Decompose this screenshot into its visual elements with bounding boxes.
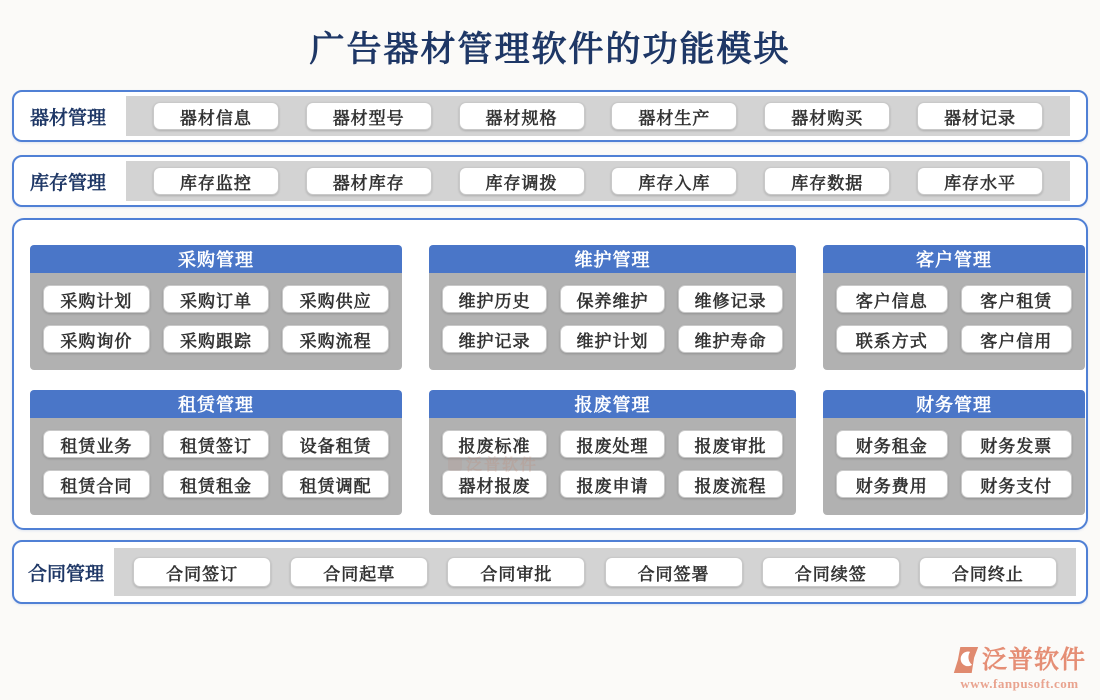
module-button[interactable]: 维护记录	[442, 325, 547, 353]
module-button[interactable]: 维护历史	[442, 285, 547, 313]
module-button[interactable]: 合同审批	[447, 557, 585, 587]
module-button[interactable]: 采购流程	[282, 325, 389, 353]
module-button[interactable]: 租赁合同	[43, 470, 150, 498]
panels-container	[12, 218, 1088, 530]
module-button[interactable]: 报废标准	[442, 430, 547, 458]
watermark-text: 泛普软件	[466, 457, 539, 474]
module-button[interactable]: 采购订单	[163, 285, 270, 313]
module-button[interactable]: 设备租赁	[282, 430, 389, 458]
panel-finance-body	[823, 418, 1085, 515]
module-button[interactable]: 维护计划	[560, 325, 665, 353]
module-button[interactable]: 客户租赁	[961, 285, 1073, 313]
panel-scrap-title: 报废管理	[429, 390, 796, 418]
panel-finance	[823, 390, 1085, 515]
module-button[interactable]: 报废处理	[560, 430, 665, 458]
panel-customer	[823, 245, 1085, 370]
inventory-row-strip	[126, 161, 1070, 201]
module-button[interactable]: 采购供应	[282, 285, 389, 313]
module-button[interactable]: 库存入库	[611, 167, 737, 195]
module-button[interactable]: 租赁业务	[43, 430, 150, 458]
module-button[interactable]: 库存水平	[917, 167, 1043, 195]
panel-rental	[30, 390, 402, 515]
module-button[interactable]: 器材记录	[917, 102, 1043, 130]
module-button[interactable]: 器材报废	[442, 470, 547, 498]
module-button[interactable]: 联系方式	[836, 325, 948, 353]
panel-finance-title: 财务管理	[823, 390, 1085, 418]
module-button[interactable]: 财务发票	[961, 430, 1073, 458]
module-button[interactable]: 采购询价	[43, 325, 150, 353]
brand-name: 泛普软件	[981, 646, 1086, 674]
panel-scrap	[429, 390, 796, 515]
module-button[interactable]: 维修记录	[678, 285, 783, 313]
equipment-row	[12, 90, 1088, 142]
module-button[interactable]: 器材库存	[306, 167, 432, 195]
module-button[interactable]: 客户信息	[836, 285, 948, 313]
page-title: 广告器材管理软件的功能模块	[309, 30, 791, 69]
module-button[interactable]: 合同签订	[133, 557, 271, 587]
module-button[interactable]: 器材规格	[459, 102, 585, 130]
panel-purchase-title: 采购管理	[30, 245, 402, 273]
footer-brand	[953, 646, 1086, 692]
module-button[interactable]: 采购计划	[43, 285, 150, 313]
module-button[interactable]: 合同签署	[605, 557, 743, 587]
inventory-row	[12, 155, 1088, 207]
panel-customer-title: 客户管理	[823, 245, 1085, 273]
module-button[interactable]: 库存调拨	[459, 167, 585, 195]
panel-rental-title: 租赁管理	[30, 390, 402, 418]
panel-maintenance	[429, 245, 796, 370]
panel-purchase-body	[30, 273, 402, 370]
panel-maintenance-body	[429, 273, 796, 370]
module-button[interactable]: 保养维护	[560, 285, 665, 313]
equipment-row-label: 器材管理	[30, 107, 107, 129]
module-button[interactable]: 报废流程	[678, 470, 783, 498]
module-button[interactable]: 财务租金	[836, 430, 948, 458]
contract-row-label: 合同管理	[28, 563, 105, 585]
module-button[interactable]: 客户信用	[961, 325, 1073, 353]
module-button[interactable]: 器材生产	[611, 102, 737, 130]
inventory-row-label: 库存管理	[30, 172, 107, 194]
module-button[interactable]: 财务费用	[836, 470, 948, 498]
module-button[interactable]: 报废申请	[560, 470, 665, 498]
module-button[interactable]: 财务支付	[961, 470, 1073, 498]
module-button[interactable]: 报废审批	[678, 430, 783, 458]
module-button[interactable]: 租赁租金	[163, 470, 270, 498]
brand-website[interactable]: www.fanpusoft.com	[960, 676, 1079, 691]
fanpu-logo-icon	[953, 646, 979, 674]
panel-purchase	[30, 245, 402, 370]
module-button[interactable]: 器材信息	[153, 102, 279, 130]
panel-maintenance-title: 维护管理	[429, 245, 796, 273]
contract-row	[12, 540, 1088, 604]
module-button[interactable]: 维护寿命	[678, 325, 783, 353]
panels-grid	[30, 245, 1085, 515]
module-button[interactable]: 合同终止	[919, 557, 1057, 587]
module-button[interactable]: 器材型号	[306, 102, 432, 130]
panel-scrap-body	[429, 418, 796, 515]
panel-rental-body	[30, 418, 402, 515]
module-button[interactable]: 器材购买	[764, 102, 890, 130]
module-button[interactable]: 租赁签订	[163, 430, 270, 458]
module-button[interactable]: 合同起草	[290, 557, 428, 587]
module-button[interactable]: 合同续签	[762, 557, 900, 587]
panel-customer-body	[823, 273, 1085, 370]
module-button[interactable]: 库存数据	[764, 167, 890, 195]
module-button[interactable]: 租赁调配	[282, 470, 389, 498]
contract-row-strip	[114, 548, 1076, 596]
module-button[interactable]: 采购跟踪	[163, 325, 270, 353]
module-button[interactable]: 库存监控	[153, 167, 279, 195]
equipment-row-strip	[126, 96, 1070, 136]
